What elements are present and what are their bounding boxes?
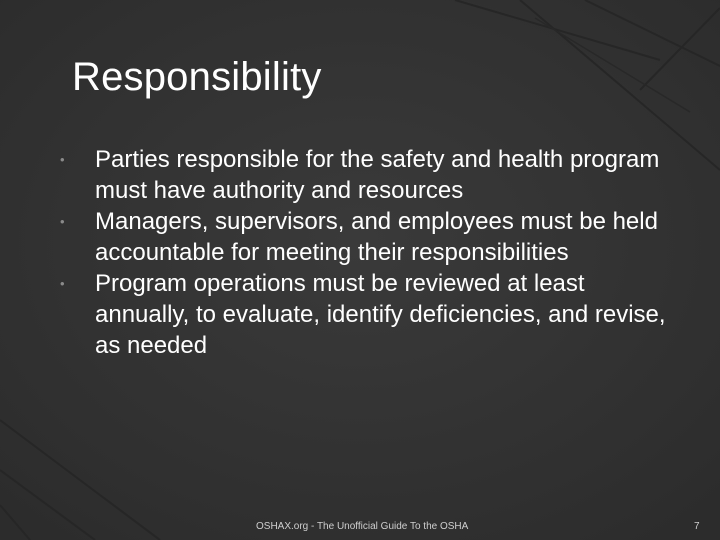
bullet-list [60,144,670,361]
bullet-text: Program operations must be reviewed at least annually, to evaluate, identify deficiencies, and revise, as needed [95,270,666,359]
slide-footer [0,520,720,540]
bullet-text: Managers, supervisors, and employees must be held accountable for meeting their responsibilities [95,208,658,266]
bullet-text: Parties responsible for the safety and health program must have authority and resources [95,146,660,204]
bullet-item [60,144,670,206]
slide-number: 7 [694,521,700,532]
bullet-item [60,268,670,361]
footer-text: OSHAX.org - The Unofficial Guide To the OSHA [256,521,469,532]
bullet-icon: • [60,276,65,291]
slide-title: Responsibility [72,55,322,99]
bullet-item [60,206,670,268]
bullet-icon: • [60,152,65,167]
bullet-icon: • [60,214,65,229]
